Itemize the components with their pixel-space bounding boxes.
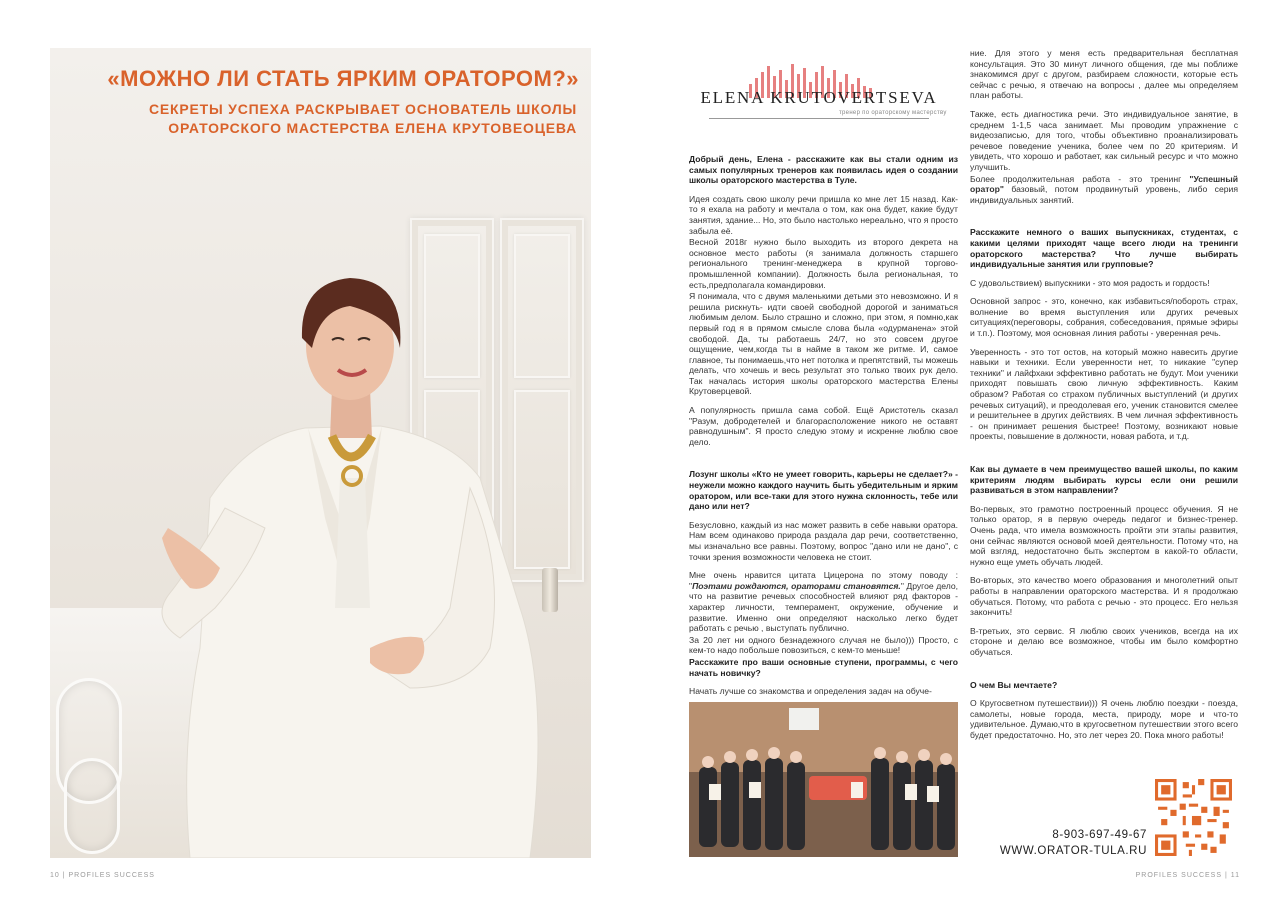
answer-4-paragraph-2: Основной запрос - это, конечно, как избавиться/побороть страх, волнение во время выступления или других речевых ситуациях(переговоры, собрания, собеседования, прямые эфиры и т.п.). Поэтому, моя основная линия работы - уверенная речь. xyxy=(970,296,1238,339)
answer-3-paragraph-1: Начать лучше со знакомства и определения задач на обуче- xyxy=(689,686,932,697)
page-folio-left: 10 | PROFILES SUCCESS xyxy=(50,872,155,879)
answer-2-paragraph-3: За 20 лет ни одного безнадежного случая не было))) Просто, с кем-то надо побольше повозиться, с кем-то меньше! xyxy=(689,634,958,656)
answer-1-paragraph-3: Я понимала, что с двумя маленькими детьми это невозможно. И я решила рискнуть- идти своей свободной дорогой и заниматься любимым делом. Было страшно и сложно, при этом, я помню,как первый год я в прямом смысле слова была «одурманена» этой свободой. Да, ты работаешь 24/7, но это совсем другое ощущение, чем,когда ты в найме в таком же ритме. И, самое главное, ты понимаешь,что нет потолка и препятствий, ты можешь делать, что хочешь и весь результат это только твоих рук дело. Так началась история школы ораторского мастерства Елены Крутоверцевой. xyxy=(689,291,958,397)
answer-3-paragraph-3: Более продолжительная работа - это тренинг "Успешный оратор" базовый, потом продвинутый уровень, либо серия индивидуальных занятий. xyxy=(970,173,1238,205)
answer-2-paragraph-2: Мне очень нравится цитата Цицерона по этому поводу : "Поэтами рождаются, ораторами становятся." Другое дело, что на развитие речевых способностей влияют ряд факторов - характер личности, темперамент, окружение, обучение и развитие. Именно они определяют насколько легко будет работать с речью , выступать публично. xyxy=(689,570,958,634)
question-3: Расскажите про ваши основные ступени, программы, с чего начать новичку? xyxy=(689,656,958,678)
answer-5-paragraph-3: В-третьих, это сервис. Я люблю своих учеников, всегда на их стороне и делаю все возможное, чтобы им было комфортно обучаться. xyxy=(970,625,1238,657)
article-column-1 xyxy=(689,154,958,705)
question-5: Как вы думаете в чем преимущество вашей школы, по каким критериям людям выбирать курсы если они решили развиваться в этом направлении? xyxy=(970,464,1238,496)
logo-tagline: тренер по ораторскому мастерству xyxy=(839,110,947,116)
contact-phone[interactable]: 8-903-697-49-67 xyxy=(1052,829,1147,841)
logo-name: ELENA KRUTOVERTSEVA xyxy=(700,88,938,107)
answer-1-paragraph-4: А популярность пришла сама собой. Ещё Аристотель сказал "Разум, добродетелей и благорасположение никого не оставят равнодушным". Я просто следую этому и искренне люблю свое дело. xyxy=(689,405,958,447)
cover-photo-page xyxy=(50,48,591,858)
answer-3-continued: ние. Для этого у меня есть предварительная бесплатная консультация. Это 30 минут личного общения, где мы поближе знакомимся друг с другом, разбираем сложности, которые есть сейчас с речью, я отвечаю на вопросы , далее мы определяем план работы. xyxy=(970,48,1238,101)
question-4: Расскажите немного о ваших выпускниках, студентах, с какими целями приходят чаще всего люди на тренинги ораторского мастерства? Что лучше выбирать индивидуальные занятия или групповые? xyxy=(970,227,1238,270)
answer-2-paragraph-1: Безусловно, каждый из нас может развить в себе навыки оратора. Нам всем одинаково природа раздала дар речи, соответственно, мы изначально все равны. Поэтому, вопрос "дано или не дано", с точки зрения возможности человека не стоит. xyxy=(689,519,958,562)
question-2: Лозунг школы «Кто не умеет говорить, карьеры не сделает?» - неужели можно каждого научить быть убедительным и ярким оратором, или все-таки для этого нужна склонность, тебе или дано или нет? xyxy=(689,469,958,512)
group-photo xyxy=(689,702,958,857)
answer-1-paragraph-2: Весной 2018г нужно было выходить из второго декрета на основное место работы (я занимала должность старшего регионального тренинг-менеджера в крупной торгово-промышленной компании). Должность была региональная, то есть,предполагала командировки. xyxy=(689,237,958,290)
article-subtitle xyxy=(77,100,577,138)
answer-5-paragraph-1: Во-первых, это грамотно построенный процесс обучения. Я не только оратор, я в первую очередь педагог и бизнес-тренер. Очень рада, что имела возможность пройти эти этапы развития, они сейчас являются основой моей деятельности. Потому что, на мой взгляд, недостаточно быть экспертом в какой-то области, нужно еще уметь обучать людей. xyxy=(970,503,1238,567)
answer-5-paragraph-2: Во-вторых, это качество моего образования и многолетний опыт работы в направлении ораторского мастерства. И я продолжаю обучаться. Потому, что работа с речью - это процесс. Его нельзя закончить! xyxy=(970,575,1238,618)
article-column-2 xyxy=(970,48,1238,748)
question-6: О чем Вы мечтаете? xyxy=(970,679,1058,690)
brand-logo xyxy=(689,62,949,127)
page-folio-right: PROFILES SUCCESS | 11 xyxy=(1135,872,1240,879)
answer-4-paragraph-1: С удовольствием) выпускники - это моя радость и гордость! xyxy=(970,277,1210,288)
answer-6-paragraph-1: О Кругосветном путешествии))) Я очень люблю поездки - поезда, самолеты, новые города, места, природу, море и что-то удивительное. Думаю,что в кругосветном путешествии этого всего будет предостаточно. Но, это лет через 20. Пока много работы! xyxy=(970,698,1238,740)
qr-code-icon[interactable] xyxy=(1155,779,1232,856)
answer-4-paragraph-3: Уверенность - это тот остов, на который можно навесить другие навыки и техники. Если уверенности нет, то никакие "супер техники" и лайфхаки эффективно работать не будут. Мои ученики приходят повышать свою личную эффективность. Каким образом? Работая со страхом публичных выступлений (и других речевых ситуаций), и преодолевая его, ученик становится смелее и решительнее в других действиях. В чем личная эффективность - он принимает решения быстрее! Поэтому, возникают новые проекты, повышение в должности, новая работа, и т.д. xyxy=(970,346,1238,442)
logo-divider xyxy=(709,118,929,119)
contact-website[interactable]: WWW.ORATOR-TULA.RU xyxy=(999,845,1147,857)
group-photo-scene xyxy=(689,702,958,857)
question-1: Добрый день, Елена - расскажите как вы стали одним из самых популярных тренеров как появилась идея о создании школы ораторского мастерства в Туле. xyxy=(689,154,958,186)
article-title: «МОЖНО ЛИ СТАТЬ ЯРКИМ ОРАТОРОМ?» xyxy=(107,66,579,91)
subtitle-line-2: ОРАТОРСКОГО МАСТЕРСТВА ЕЛЕНА КРУТОВЕОЦЕВА xyxy=(168,120,577,136)
answer-1-paragraph-1: Идея создать свою школу речи пришла ко мне лет 15 назад. Как-то я ехала на работу и мечтала о том, как она будет, какие будут занятия, здание... Но, это было настолько нереально, что я просто забыла её. xyxy=(689,193,958,236)
woman-portrait xyxy=(50,48,591,858)
subtitle-line-1: СЕКРЕТЫ УСПЕХА РАСКРЫВАЕТ ОСНОВАТЕЛЬ ШКОЛЫ xyxy=(148,101,577,117)
answer-3-paragraph-2: Также, есть диагностика речи. Это индивидуальное занятие, в среднем 1-1,5 часа занимает. Мы проводим упражнение с видеозаписью, для того, чтобы объективно проанализировать речевое поведение ученика, более чем по 20 критериям. И увидеть, что хорошо и работает, как сильный ресурс и что можно улучшить. xyxy=(970,108,1238,172)
